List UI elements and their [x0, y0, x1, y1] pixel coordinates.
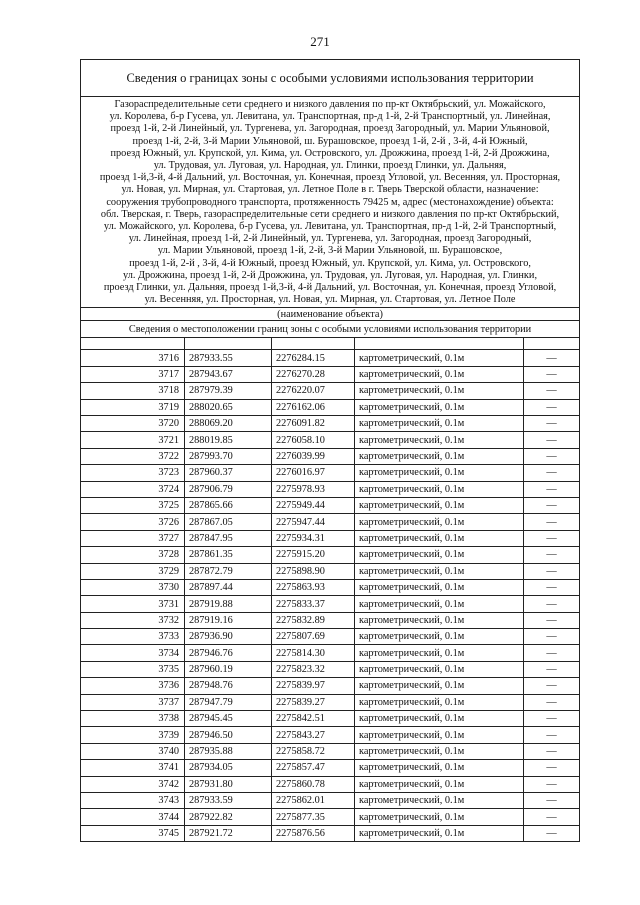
method-accuracy-cell: картометрический, 0.1м [355, 793, 524, 809]
description-line: проезд 1-й, 2-й , 3-й, 4-й Южный, проезд Южный, ул. Крупской, ул. Кима, ул. Островского, [129, 257, 531, 269]
method-accuracy-cell: картометрический, 0.1м [355, 366, 524, 382]
method-accuracy-cell: картометрический, 0.1м [355, 825, 524, 841]
table-row [81, 661, 580, 677]
coordinate-x-cell: 287867.05 [185, 514, 272, 530]
coordinate-x-cell: 287934.05 [185, 760, 272, 776]
description-line: проезд Глинки, ул. Дальняя, проезд 1-й,3-й, 4-й Дальний, ул. Восточная, ул. Конечная, проезд Угловой, [103, 282, 557, 294]
header-cell [185, 338, 272, 350]
coordinate-x-cell: 287931.80 [185, 776, 272, 792]
note-cell: — [524, 416, 580, 432]
point-number-cell: 3732 [81, 612, 185, 628]
coordinate-y-cell: 2275843.27 [272, 727, 355, 743]
note-cell: — [524, 809, 580, 825]
coordinate-x-cell: 287945.45 [185, 711, 272, 727]
table-row [81, 547, 580, 563]
coordinate-x-cell: 287919.16 [185, 612, 272, 628]
zone-boundaries-table [80, 59, 580, 842]
coordinate-y-cell: 2276284.15 [272, 350, 355, 366]
point-number-cell: 3726 [81, 514, 185, 530]
method-accuracy-cell: картометрический, 0.1м [355, 432, 524, 448]
note-cell: — [524, 612, 580, 628]
coordinate-x-cell: 287960.19 [185, 661, 272, 677]
header-cell [81, 338, 185, 350]
table-row [81, 694, 580, 710]
coordinate-x-cell: 287948.76 [185, 678, 272, 694]
coordinate-y-cell: 2275862.01 [272, 793, 355, 809]
description-line: проезд 1-й, 2-й, 3-й Марии Ульяновой, ш. Бурашовское, проезд 1-й, 2-й , 3-й, 4-й Южный, [132, 135, 528, 147]
coordinate-y-cell: 2275833.37 [272, 596, 355, 612]
note-cell: — [524, 563, 580, 579]
coordinate-x-cell: 287921.72 [185, 825, 272, 841]
coordinate-x-cell: 287872.79 [185, 563, 272, 579]
method-accuracy-cell: картометрический, 0.1м [355, 399, 524, 415]
coordinate-y-cell: 2276220.07 [272, 383, 355, 399]
note-cell: — [524, 596, 580, 612]
method-accuracy-cell: картометрический, 0.1м [355, 711, 524, 727]
point-number-cell: 3745 [81, 825, 185, 841]
method-accuracy-cell: картометрический, 0.1м [355, 514, 524, 530]
table-row [81, 743, 580, 759]
coordinate-y-cell: 2275860.78 [272, 776, 355, 792]
point-number-cell: 3718 [81, 383, 185, 399]
point-number-cell: 3744 [81, 809, 185, 825]
description-line: ул. Королева, б-р Гусева, ул. Левитана, ул. Транспортная, пр-д 1-й, 2-й Транспортный, ул. Линейная, [109, 111, 551, 123]
coordinate-y-cell: 2275876.56 [272, 825, 355, 841]
coordinate-y-cell: 2275898.90 [272, 563, 355, 579]
coordinate-x-cell: 288019.85 [185, 432, 272, 448]
note-cell: — [524, 481, 580, 497]
coordinate-y-cell: 2275842.51 [272, 711, 355, 727]
table-row [81, 711, 580, 727]
column-header-row [81, 338, 580, 350]
coordinate-y-cell: 2275823.32 [272, 661, 355, 677]
method-accuracy-cell: картометрический, 0.1м [355, 645, 524, 661]
method-accuracy-cell: картометрический, 0.1м [355, 809, 524, 825]
method-accuracy-cell: картометрический, 0.1м [355, 350, 524, 366]
method-accuracy-cell: картометрический, 0.1м [355, 760, 524, 776]
method-accuracy-cell: картометрический, 0.1м [355, 678, 524, 694]
table-row [81, 596, 580, 612]
point-number-cell: 3736 [81, 678, 185, 694]
coordinate-x-cell: 287935.88 [185, 743, 272, 759]
note-cell: — [524, 661, 580, 677]
table-row [81, 760, 580, 776]
table-row [81, 448, 580, 464]
coordinate-x-cell: 287847.95 [185, 530, 272, 546]
point-number-cell: 3742 [81, 776, 185, 792]
coordinate-x-cell: 287933.55 [185, 350, 272, 366]
note-cell: — [524, 497, 580, 513]
note-cell: — [524, 399, 580, 415]
point-number-cell: 3720 [81, 416, 185, 432]
description-line: Газораспределительные сети среднего и низкого давления по пр-кт Октябрьский, ул. Можайского, [114, 99, 546, 110]
description-line: ул. Весенняя, ул. Просторная, ул. Новая, ул. Мирная, ул. Стартовая, ул. Летное Поле [144, 294, 516, 306]
description-line: ул. Можайского, ул. Королева, б-р Гусева, ул. Левитана, ул. Транспортная, пр-д 1-й, 2-й Транспортный, [103, 221, 557, 233]
coordinate-y-cell: 2276039.99 [272, 448, 355, 464]
table-row [81, 563, 580, 579]
coordinate-y-cell: 2276270.28 [272, 366, 355, 382]
note-cell: — [524, 711, 580, 727]
coordinate-y-cell: 2275832.89 [272, 612, 355, 628]
method-accuracy-cell: картометрический, 0.1м [355, 579, 524, 595]
point-number-cell: 3740 [81, 743, 185, 759]
description-line: сооружения трубопроводного транспорта, протяженность 79425 м, адрес (местонахождение) объекта: [106, 196, 554, 208]
description-line: ул. Новая, ул. Мирная, ул. Стартовая, ул. Летное Поле в г. Тверь Тверской области, назначение: [121, 184, 539, 196]
method-accuracy-cell: картометрический, 0.1м [355, 596, 524, 612]
table-row [81, 416, 580, 432]
point-number-cell: 3741 [81, 760, 185, 776]
point-number-cell: 3725 [81, 497, 185, 513]
coordinate-x-cell: 287943.67 [185, 366, 272, 382]
coordinate-y-cell: 2275839.97 [272, 678, 355, 694]
description-line: проезд 1-й,3-й, 4-й Дальний, ул. Восточная, ул. Конечная, проезд Угловой, ул. Весенняя, ул. Просторная, [99, 172, 561, 184]
header-cell [524, 338, 580, 350]
point-number-cell: 3729 [81, 563, 185, 579]
coordinate-x-cell: 287897.44 [185, 579, 272, 595]
point-number-cell: 3733 [81, 629, 185, 645]
note-cell: — [524, 448, 580, 464]
point-number-cell: 3723 [81, 465, 185, 481]
point-number-cell: 3735 [81, 661, 185, 677]
coordinate-y-cell: 2276091.82 [272, 416, 355, 432]
table-row [81, 399, 580, 415]
note-cell: — [524, 694, 580, 710]
table-row [81, 383, 580, 399]
method-accuracy-cell: картометрический, 0.1м [355, 465, 524, 481]
table-row [81, 497, 580, 513]
description-line: ул. Дрожжина, проезд 1-й, 2-й Дрожжина, ул. Трудовая, ул. Луговая, ул. Народная, ул. Глинки, [123, 269, 538, 281]
table-row [81, 727, 580, 743]
method-accuracy-cell: картометрический, 0.1м [355, 727, 524, 743]
table-row [81, 793, 580, 809]
coordinate-y-cell: 2275915.20 [272, 547, 355, 563]
point-number-cell: 3734 [81, 645, 185, 661]
description-line: ул. Трудовая, ул. Луговая, ул. Народная, ул. Глинки, проезд Глинки, ул. Дальняя, [153, 160, 507, 172]
coordinate-y-cell: 2275807.69 [272, 629, 355, 645]
coordinate-x-cell: 287922.82 [185, 809, 272, 825]
note-cell: — [524, 727, 580, 743]
point-number-cell: 3730 [81, 579, 185, 595]
coordinate-x-cell: 287865.66 [185, 497, 272, 513]
method-accuracy-cell: картометрический, 0.1м [355, 694, 524, 710]
method-accuracy-cell: картометрический, 0.1м [355, 497, 524, 513]
page-number: 271 [310, 34, 330, 49]
table-row [81, 776, 580, 792]
description-line: проезд Южный, ул. Крупской, ул. Кима, ул. Островского, ул. Дрожжина, проезд 1-й, 2-й Дрожжина, [110, 147, 550, 159]
coordinate-x-cell: 287993.70 [185, 448, 272, 464]
coordinate-y-cell: 2276162.06 [272, 399, 355, 415]
point-number-cell: 3716 [81, 350, 185, 366]
coordinate-y-cell: 2275978.93 [272, 481, 355, 497]
method-accuracy-cell: картометрический, 0.1м [355, 563, 524, 579]
note-cell: — [524, 793, 580, 809]
coordinate-y-cell: 2276058.10 [272, 432, 355, 448]
coordinate-y-cell: 2275877.35 [272, 809, 355, 825]
note-cell: — [524, 350, 580, 366]
coordinate-x-cell: 287960.37 [185, 465, 272, 481]
method-accuracy-cell: картометрический, 0.1м [355, 547, 524, 563]
note-cell: — [524, 760, 580, 776]
method-accuracy-cell: картометрический, 0.1м [355, 743, 524, 759]
header-cell [272, 338, 355, 350]
method-accuracy-cell: картометрический, 0.1м [355, 530, 524, 546]
table-row [81, 645, 580, 661]
document-title: Сведения о границах зоны с особыми условиями использования территории [81, 60, 580, 97]
table-row [81, 481, 580, 497]
table-row [81, 825, 580, 841]
note-cell: — [524, 465, 580, 481]
note-cell: — [524, 743, 580, 759]
coordinate-y-cell: 2275949.44 [272, 497, 355, 513]
coordinate-y-cell: 2275857.47 [272, 760, 355, 776]
note-cell: — [524, 645, 580, 661]
method-accuracy-cell: картометрический, 0.1м [355, 661, 524, 677]
table-row [81, 465, 580, 481]
coordinate-x-cell: 287906.79 [185, 481, 272, 497]
note-cell: — [524, 825, 580, 841]
table-row [81, 350, 580, 366]
point-number-cell: 3739 [81, 727, 185, 743]
table-row [81, 629, 580, 645]
description-line: ул. Марии Ульяновой, проезд 1-й, 2-й, 3-й Марии Ульяновой, ш. Бурашовское, [157, 245, 503, 257]
coordinate-x-cell: 287946.76 [185, 645, 272, 661]
point-number-cell: 3738 [81, 711, 185, 727]
note-cell: — [524, 678, 580, 694]
point-number-cell: 3719 [81, 399, 185, 415]
coordinate-x-cell: 288020.65 [185, 399, 272, 415]
note-cell: — [524, 514, 580, 530]
method-accuracy-cell: картометрический, 0.1м [355, 383, 524, 399]
coordinate-y-cell: 2276016.97 [272, 465, 355, 481]
point-number-cell: 3727 [81, 530, 185, 546]
table-row [81, 612, 580, 628]
table-row [81, 514, 580, 530]
note-cell: — [524, 383, 580, 399]
coordinate-x-cell: 287919.88 [185, 596, 272, 612]
note-cell: — [524, 776, 580, 792]
point-number-cell: 3731 [81, 596, 185, 612]
location-section-header: Сведения о местоположении границ зоны с особыми условиями использования территории [81, 321, 580, 338]
note-cell: — [524, 547, 580, 563]
note-cell: — [524, 366, 580, 382]
description-line: обл. Тверская, г. Тверь, газораспределительные сети среднего и низкого давления по пр-кт Октябрьский, [100, 208, 560, 220]
point-number-cell: 3743 [81, 793, 185, 809]
coordinate-y-cell: 2275814.30 [272, 645, 355, 661]
note-cell: — [524, 629, 580, 645]
note-cell: — [524, 579, 580, 595]
coordinate-y-cell: 2275858.72 [272, 743, 355, 759]
point-number-cell: 3722 [81, 448, 185, 464]
table-row [81, 432, 580, 448]
coordinate-y-cell: 2275863.93 [272, 579, 355, 595]
coordinate-x-cell: 287933.59 [185, 793, 272, 809]
point-number-cell: 3717 [81, 366, 185, 382]
table-row [81, 678, 580, 694]
description-line: проезд 1-й, 2-й Линейный, ул. Тургенева, ул. Загородная, проезд Загородный, ул. Марии Ульяновой, [110, 123, 550, 135]
method-accuracy-cell: картометрический, 0.1м [355, 629, 524, 645]
point-number-cell: 3724 [81, 481, 185, 497]
note-cell: — [524, 530, 580, 546]
table-row [81, 530, 580, 546]
coordinate-y-cell: 2275947.44 [272, 514, 355, 530]
point-number-cell: 3721 [81, 432, 185, 448]
point-number-cell: 3728 [81, 547, 185, 563]
method-accuracy-cell: картометрический, 0.1м [355, 776, 524, 792]
table-row [81, 366, 580, 382]
coordinate-x-cell: 287947.79 [185, 694, 272, 710]
header-cell [355, 338, 524, 350]
table-row [81, 809, 580, 825]
method-accuracy-cell: картометрический, 0.1м [355, 416, 524, 432]
coordinate-y-cell: 2275839.27 [272, 694, 355, 710]
coordinate-x-cell: 287979.39 [185, 383, 272, 399]
method-accuracy-cell: картометрический, 0.1м [355, 448, 524, 464]
note-cell: — [524, 432, 580, 448]
object-name-label: (наименование объекта) [81, 308, 580, 321]
coordinate-x-cell: 287861.35 [185, 547, 272, 563]
coordinate-y-cell: 2275934.31 [272, 530, 355, 546]
point-number-cell: 3737 [81, 694, 185, 710]
table-row [81, 579, 580, 595]
coordinate-x-cell: 287946.50 [185, 727, 272, 743]
object-description [81, 97, 580, 308]
coordinate-x-cell: 287936.90 [185, 629, 272, 645]
coordinate-x-cell: 288069.20 [185, 416, 272, 432]
description-line: ул. Линейная, проезд 1-й, 2-й Линейный, ул. Тургенева, ул. Загородная, проезд Загородный, [128, 233, 532, 245]
method-accuracy-cell: картометрический, 0.1м [355, 612, 524, 628]
method-accuracy-cell: картометрический, 0.1м [355, 481, 524, 497]
